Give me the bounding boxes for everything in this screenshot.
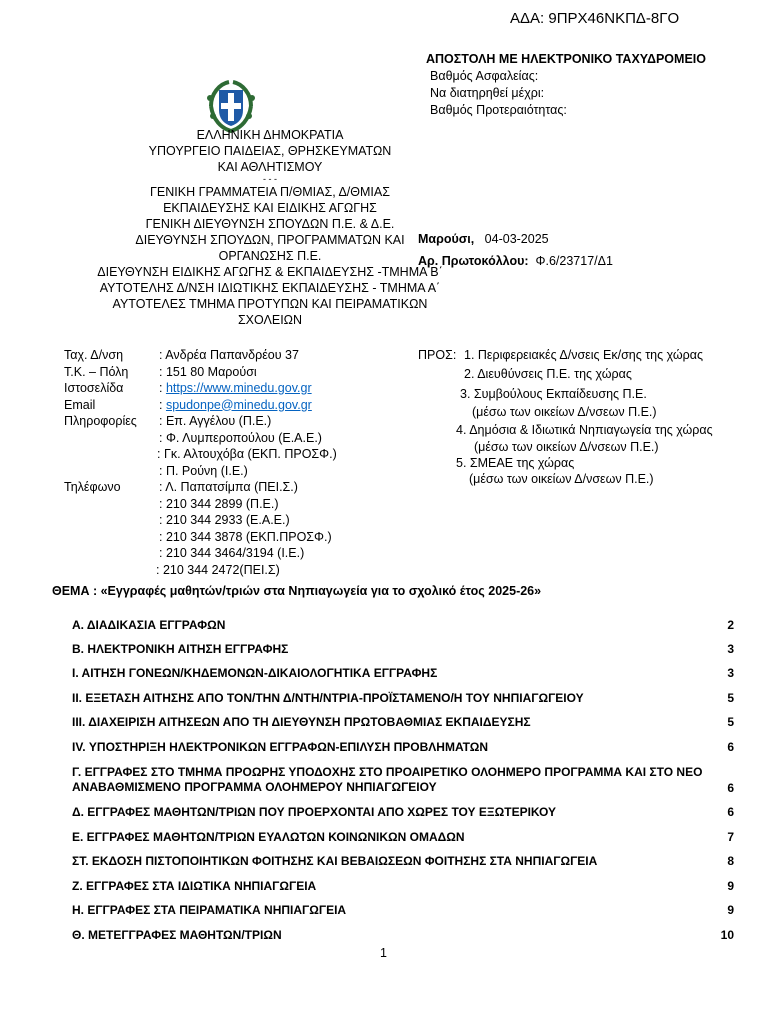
recipient-1: 1. Περιφερειακές Δ/νσεις Εκ/σης της χώρας [464, 348, 703, 362]
toc-title: ΣΤ. ΕΚΔΟΣΗ ΠΙΣΤΟΠΟΙΗΤΙΚΩΝ ΦΟΙΤΗΣΗΣ ΚΑΙ ΒΕΒΑΙΩΣΕΩΝ ΦΟΙΤΗΣΗΣ ΣΤΑ ΝΗΠΙΑΓΩΓΕΙΑ [72, 854, 598, 868]
toc-title: Θ. ΜΕΤΕΓΓΡΑΦΕΣ ΜΑΘΗΤΩΝ/ΤΡΙΩΝ [72, 928, 282, 942]
general-directorate: ΓΕΝΙΚΗ ΔΙΕΥΘΥΝΣΗ ΣΠΟΥΔΩΝ Π.Ε. & Δ.Ε. [145, 217, 395, 231]
toc-title: Β. ΗΛΕΚΤΡΟΝΙΚΗ ΑΙΤΗΣΗ ΕΓΓΡΑΦΗΣ [72, 642, 289, 656]
info-contact-4: : Π. Ρούνη (Ι.Ε.) [159, 463, 248, 478]
recipients-label: ΠΡΟΣ: [418, 348, 457, 362]
toc-page: 6 [727, 740, 734, 754]
toc-entry[interactable] [72, 691, 734, 706]
toc-page: 2 [727, 618, 734, 632]
toc-page: 9 [727, 903, 734, 917]
place-label: Μαρούσι, [418, 232, 475, 246]
toc-title: Α. ΔΙΑΔΙΚΑΣΙΑ ΕΓΓΡΑΦΩΝ [72, 618, 226, 632]
recipient-5-note: (μέσω των οικείων Δ/νσεων Π.Ε.) [469, 472, 654, 486]
toc-entry[interactable] [72, 805, 734, 820]
toc-page: 5 [727, 715, 734, 729]
security-grade-label: Βαθμός Ασφαλείας: [430, 69, 539, 83]
document-date: 04-03-2025 [484, 232, 549, 246]
recipient-5: 5. ΣΜΕΑΕ της χώρας [456, 456, 575, 470]
toc-title: Ι. ΑΙΤΗΣΗ ΓΟΝΕΩΝ/ΚΗΔΕΜΟΝΩΝ-ΔΙΚΑΙΟΛΟΓΗΤΙΚΑ ΕΓΓΡΑΦΗΣ [72, 666, 438, 680]
page-number: 1 [380, 946, 387, 960]
toc-title: Η. ΕΓΓΡΑΦΕΣ ΣΤΑ ΠΕΙΡΑΜΑΤΙΚΑ ΝΗΠΙΑΓΩΓΕΙΑ [72, 903, 347, 917]
toc-page: 6 [727, 805, 734, 819]
toc-title: ΙV. ΥΠΟΣΤΗΡΙΞΗ ΗΛΕΚΤΡΟΝΙΚΩΝ ΕΓΓΡΑΦΩΝ-ΕΠΙΛΥΣΗ ΠΡΟΒΛΗΜΑΤΩΝ [72, 740, 489, 754]
protocol-label: Αρ. Πρωτοκόλλου: [418, 254, 529, 268]
sender-block [40, 127, 500, 328]
toc-page: 7 [727, 830, 734, 844]
recipient-4-note: (μέσω των οικείων Δ/νσεων Π.Ε.) [474, 440, 659, 454]
toc-page: 5 [727, 691, 734, 705]
website-label: Ιστοσελίδα [64, 381, 124, 395]
toc-page: 9 [727, 879, 734, 893]
toc-entry[interactable] [72, 928, 734, 943]
recipient-4: 4. Δημόσια & Ιδιωτικά Νηπιαγωγεία της χώρας [456, 423, 713, 437]
general-secretariat: ΓΕΝΙΚΗ ΓΡΑΜΜΑΤΕΙΑ Π/ΘΜΙΑΣ, Δ/ΘΜΙΑΣ [150, 185, 390, 199]
protocol-number: Φ.6/23717/Δ1 [535, 254, 613, 268]
toc-page: 6 [727, 781, 734, 795]
priority-grade-label: Βαθμός Προτεραιότητας: [430, 103, 567, 117]
toc-entry[interactable] [72, 642, 734, 657]
general-secretariat-cont: ΕΚΠΑΙΔΕΥΣΗΣ ΚΑΙ ΕΙΔΙΚΗΣ ΑΓΩΓΗΣ [163, 201, 377, 215]
info-contact-3: : Γκ. Αλτουχόβα (ΕΚΠ. ΠΡΟΣΦ.) [157, 447, 337, 461]
protocol-line [418, 254, 613, 268]
phone-label: Τηλέφωνο [64, 480, 121, 494]
directorate-private-ed: ΑΥΤΟΤΕΛΗΣ Δ/ΝΣΗ ΙΔΙΩΤΙΚΗΣ ΕΚΠΑΙΔΕΥΣΗΣ - ΤΜΗΜΑ Α΄ [99, 281, 441, 295]
recipient-3-note: (μέσω των οικείων Δ/νσεων Π.Ε.) [472, 405, 657, 419]
address-label: Ταχ. Δ/νση [64, 348, 124, 362]
postal-value: : 151 80 Μαρούσι [159, 364, 257, 379]
email-dispatch-title: ΑΠΟΣΤΟΛΗ ΜΕ ΗΛΕΚΤΡΟΝΙΚΟ ΤΑΧΥΔΡΟΜΕΙΟ [426, 52, 706, 66]
info-contact-2: : Φ. Λυμπεροπούλου (Ε.Α.Ε.) [159, 430, 322, 445]
directorate-studies: ΔΙΕΥΘΥΝΣΗ ΣΠΟΥΔΩΝ, ΠΡΟΓΡΑΜΜΑΤΩΝ ΚΑΙ [135, 233, 405, 247]
directorate-studies-cont: ΟΡΓΑΝΩΣΗΣ Π.Ε. [218, 249, 322, 263]
toc-title: Ζ. ΕΓΓΡΑΦΕΣ ΣΤΑ ΙΔΙΩΤΙΚΑ ΝΗΠΙΑΓΩΓΕΙΑ [72, 879, 317, 893]
ministry-name-cont: ΚΑΙ ΑΘΛΗΤΙΣΜΟΥ [217, 160, 323, 174]
toc-page: 10 [720, 928, 734, 942]
toc-entry[interactable] [72, 830, 734, 845]
separator: - - - [263, 174, 277, 184]
ministry-name: ΥΠΟΥΡΓΕΙΟ ΠΑΙΔΕΙΑΣ, ΘΡΗΣΚΕΥΜΑΤΩΝ [148, 144, 392, 158]
toc-entry[interactable] [72, 854, 734, 869]
website-link[interactable]: https://www.minedu.gov.gr [165, 381, 312, 395]
recipient-2: 2. Διευθύνσεις Π.Ε. της χώρας [464, 367, 632, 381]
phone-2: : 210 344 2933 (Ε.Α.Ε.) [159, 513, 290, 527]
ada-code: ΑΔΑ: 9ΠΡΧ46ΝΚΠΔ-8ΓΟ [510, 10, 680, 27]
phone-4: : 210 344 3464/3194 (Ι.Ε.) [159, 546, 305, 560]
toc-entry[interactable] [72, 666, 734, 681]
toc-page: 3 [727, 666, 734, 680]
toc-title: Δ. ΕΓΓΡΑΦΕΣ ΜΑΘΗΤΩΝ/ΤΡΙΩΝ ΠΟΥ ΠΡΟΕΡΧΟΝΤΑΙ ΑΠΟ ΧΩΡΕΣ ΤΟΥ ΕΞΩΤΕΡΙΚΟΥ [72, 805, 557, 819]
department-experimental-cont: ΣΧΟΛΕΙΩΝ [237, 313, 303, 327]
department-experimental: ΑΥΤΟΤΕΛΕΣ ΤΜΗΜΑ ΠΡΟΤΥΠΩΝ ΚΑΙ ΠΕΙΡΑΜΑΤΙΚΩΝ [112, 297, 428, 311]
toc-entry[interactable] [72, 765, 734, 795]
subject-line: ΘΕΜΑ : «Εγγραφές μαθητών/τριών στα Νηπιαγωγεία για το σχολικό έτος 2025-26» [52, 584, 542, 598]
toc-title: ΙΙ. ΕΞΕΤΑΣΗ ΑΙΤΗΣΗΣ ΑΠΟ ΤΟΝ/ΤΗΝ Δ/ΝΤΗ/ΝΤΡΙΑ-ΠΡΟΪΣΤΑΜΕΝΟ/Η ΤΟΥ ΝΗΠΙΑΓΩΓΕΙΟΥ [72, 691, 584, 705]
toc-page: 8 [727, 854, 734, 868]
date-line [418, 232, 549, 246]
toc-entry[interactable] [72, 903, 734, 918]
phone-1: : 210 344 2899 (Π.Ε.) [159, 496, 279, 511]
info-contact-5: : Λ. Παπατσίμπα (ΠΕΙ.Σ.) [159, 480, 298, 494]
phone-3: : 210 344 3878 (ΕΚΠ.ΠΡΟΣΦ.) [159, 529, 332, 544]
toc-title: Γ. ΕΓΓΡΑΦΕΣ ΣΤΟ ΤΜΗΜΑ ΠΡΟΩΡΗΣ ΥΠΟΔΟΧΗΣ ΣΤΟ ΠΡΟΑΙΡΕΤΙΚΟ ΟΛΟΗΜΕΡΟ ΠΡΟΓΡΑΜΜΑ ΚΑΙ ΣΤΟ ΝΕΟ ΑΝΑΒΑΘΜΙΣΜΕΝΟ ΠΡΟΓΡΑΜΜΑ ΟΛΟΗΜΕΡΟΥ ΝΗΠΙΑΓΩΓΕΙΟΥ [72, 765, 703, 794]
toc-entry[interactable] [72, 740, 734, 755]
address-value: : Ανδρέα Παπανδρέου 37 [159, 348, 299, 362]
email-label: Email [64, 397, 96, 412]
republic-name: ΕΛΛΗΝΙΚΗ ΔΗΜΟΚΡΑΤΙΑ [196, 128, 344, 142]
retain-until-label: Να διατηρηθεί μέχρι: [430, 86, 545, 100]
phone-5: : 210 344 2472(ΠΕΙ.Σ) [156, 562, 280, 577]
toc-page: 3 [727, 642, 734, 656]
postal-label: Τ.Κ. – Πόλη [64, 364, 129, 379]
toc-entry[interactable] [72, 618, 734, 633]
toc-title: Ε. ΕΓΓΡΑΦΕΣ ΜΑΘΗΤΩΝ/ΤΡΙΩΝ ΕΥΑΛΩΤΩΝ ΚΟΙΝΩΝΙΚΩΝ ΟΜΑΔΩΝ [72, 830, 465, 844]
toc-entry[interactable] [72, 879, 734, 894]
email-link[interactable]: spudonpe@minedu.gov.gr [165, 397, 312, 412]
toc-entry[interactable] [72, 715, 734, 730]
info-label: Πληροφορίες [64, 414, 137, 428]
toc-title: ΙΙΙ. ΔΙΑΧΕΙΡΙΣΗ ΑΙΤΗΣΕΩΝ ΑΠΟ ΤΗ ΔΙΕΥΘΥΝΣΗ ΠΡΩΤΟΒΑΘΜΙΑΣ ΕΚΠΑΙΔΕΥΣΗΣ [72, 715, 531, 729]
directorate-special-ed: ΔΙΕΥΘΥΝΣΗ ΕΙΔΙΚΗΣ ΑΓΩΓΗΣ & ΕΚΠΑΙΔΕΥΣΗΣ -ΤΜΗΜΑ Β΄ [97, 265, 443, 279]
info-contact-1: : Επ. Αγγέλου (Π.Ε.) [159, 414, 272, 428]
recipient-3: 3. Συμβούλους Εκπαίδευσης Π.Ε. [460, 387, 647, 401]
